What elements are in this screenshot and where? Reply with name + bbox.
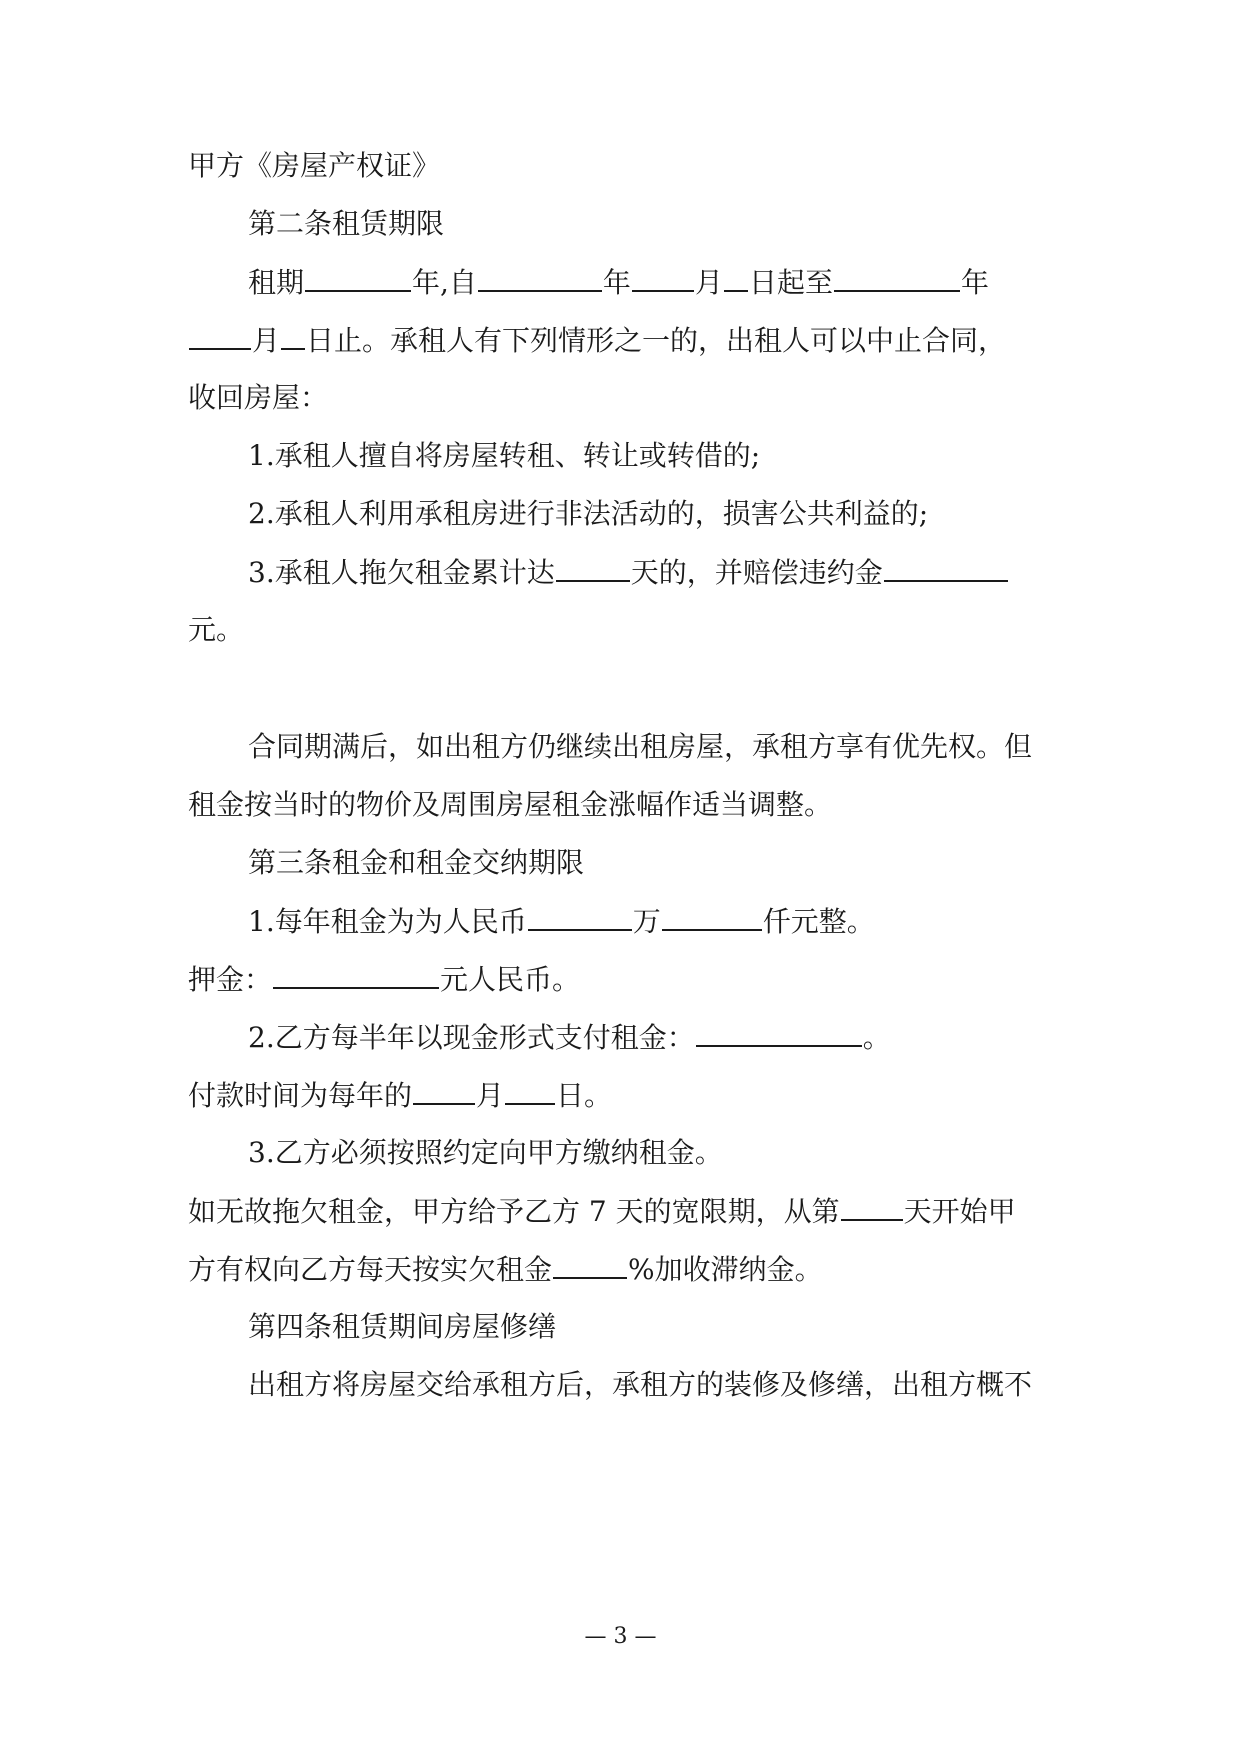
text-line: 如无故拖欠租金，甲方给予乙方 7 天的宽限期，从第 天开始甲	[188, 1191, 1016, 1232]
text-line: 方有权向乙方每天按实欠租金 %加收滞纳金。	[188, 1249, 823, 1290]
list-item: 2.乙方每半年以现金形式支付租金： 。	[248, 1017, 891, 1058]
fill-blank	[553, 1249, 627, 1279]
section-heading: 第三条租金和租金交纳期限	[248, 846, 585, 879]
fill-blank	[305, 262, 411, 292]
fill-blank	[724, 262, 748, 292]
section-heading: 第四条租赁期间房屋修缮	[248, 1310, 557, 1343]
fill-blank	[632, 262, 694, 292]
list-item: 2.承租人利用承租房进行非法活动的，损害公共利益的;	[248, 497, 929, 530]
fill-blank	[696, 1017, 862, 1047]
fill-blank	[478, 262, 602, 292]
fill-blank	[884, 552, 1008, 582]
text-line: 出租方将房屋交给承租方后，承租方的装修及修缮，出租方概不	[248, 1368, 1033, 1401]
fill-blank	[189, 320, 251, 350]
fill-blank	[662, 901, 762, 931]
list-item: 1.承租人擅自将房屋转租、转让或转借的;	[248, 439, 761, 472]
section-heading: 第二条租赁期限	[248, 207, 445, 240]
fill-blank	[273, 959, 439, 989]
fill-blank	[413, 1075, 475, 1105]
fill-blank	[834, 262, 960, 292]
text-line: 收回房屋：	[188, 381, 329, 414]
text-line: 付款时间为每年的 月 日。	[188, 1075, 612, 1116]
list-item: 3.承租人拖欠租金累计达 天的，并赔偿违约金	[248, 552, 1009, 593]
text-line: 押金： 元人民币。	[188, 959, 580, 1000]
text-line: 合同期满后，如出租方仍继续出租房屋，承租方享有优先权。但	[248, 730, 1033, 763]
text-line: 元。	[188, 613, 245, 646]
fill-blank	[528, 901, 632, 931]
text-line: 租期 年,自 年 月 日起至 年	[248, 262, 989, 303]
list-item: 1.每年租金为为人民币 万 仟元整。	[248, 901, 875, 942]
fill-blank	[841, 1191, 903, 1221]
fill-blank	[281, 320, 305, 350]
page-number: — 3 —	[584, 1624, 657, 1649]
fill-blank	[505, 1075, 555, 1105]
fill-blank	[556, 552, 630, 582]
text-line: 甲方《房屋产权证》	[188, 149, 441, 182]
text-line: 月 日止。承租人有下列情形之一的，出租人可以中止合同，	[188, 320, 1006, 361]
list-item: 3.乙方必须按照约定向甲方缴纳租金。	[248, 1136, 723, 1169]
text-line: 租金按当时的物价及周围房屋租金涨幅作适当调整。	[188, 788, 833, 821]
